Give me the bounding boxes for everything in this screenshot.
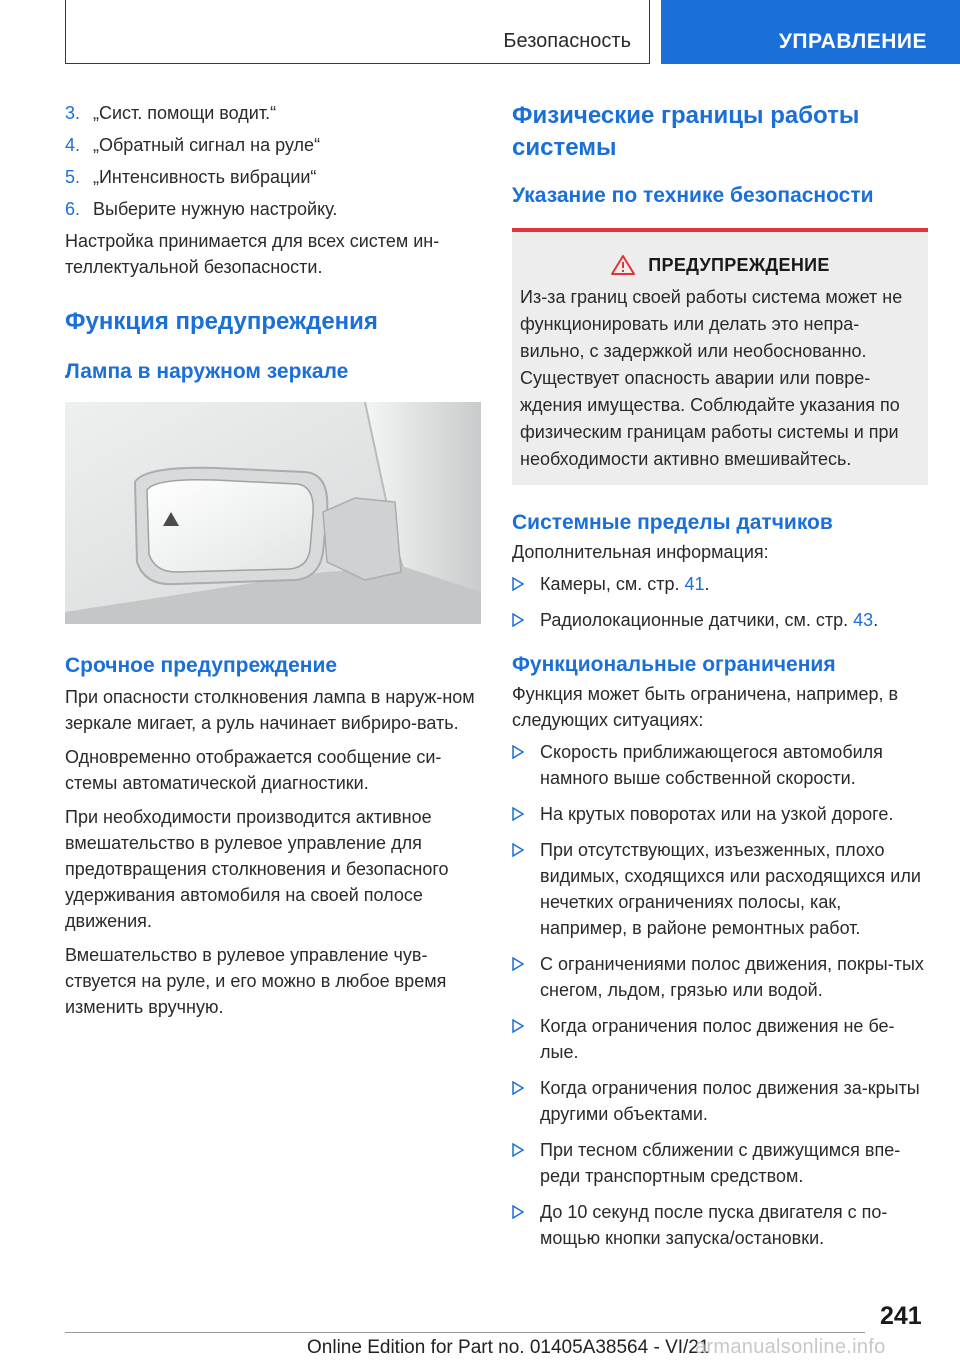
left-column	[65, 100, 481, 1020]
item-text: Камеры, см. стр.	[540, 574, 685, 594]
triangle-bullet-icon	[512, 745, 524, 759]
paragraph: Одновременно отображается сообщение си‐стемы автоматической диагностики.	[65, 747, 442, 793]
warning-title: ПРЕДУПРЕЖДЕНИЕ	[648, 254, 830, 275]
step-text: „Обратный сигнал на руле“	[93, 135, 321, 155]
list-item	[65, 132, 481, 158]
list-item	[512, 801, 928, 827]
footer-divider	[65, 1332, 865, 1333]
step-number: 4.	[65, 135, 81, 155]
list-item	[512, 1137, 928, 1189]
page-link-radar[interactable]: 43	[853, 610, 874, 630]
triangle-bullet-icon	[512, 1081, 524, 1095]
paragraph: Вмешательство в рулевое управление чув‐ствуется на руле, и его можно в любое время изменить вручную.	[65, 945, 447, 1017]
item-text: Радиолокационные датчики, см. стр.	[540, 610, 854, 630]
func-intro: Функция может быть ограничена, например, в следующих ситуациях:	[512, 684, 899, 730]
triangle-bullet-icon	[512, 1205, 524, 1219]
mirror-image	[65, 402, 481, 624]
triangle-bullet-icon	[512, 613, 524, 627]
triangle-bullet-icon	[512, 577, 524, 591]
paragraph: При необходимости производится активное вмешательство в рулевое управление для предотвращения столкновения и безопасного удерживания автомобиля на своей полосе движения.	[65, 807, 449, 931]
item-suffix: .	[704, 574, 710, 594]
item-text: Когда ограничения полос движения не бе‐лые.	[540, 1016, 895, 1062]
sensors-intro: Дополнительная информация:	[512, 542, 769, 562]
triangle-bullet-icon	[512, 807, 524, 821]
watermark: armanualsonline.info	[695, 1336, 886, 1358]
list-item	[65, 196, 481, 222]
item-text: Когда ограничения полос движения за‐крыты другими объектами.	[540, 1078, 920, 1124]
paragraph: При опасности столкновения лампа в наруж‐ном зеркале мигает, а руль начинает вибриро‐вать.	[65, 687, 475, 733]
sensor-list	[512, 571, 928, 633]
item-text: Скорость приближающегося автомобиля намного выше собственной скорости.	[540, 742, 883, 788]
heading-warning-function: Функция предупреждения	[65, 308, 378, 335]
list-item	[65, 100, 481, 126]
warning-header	[520, 254, 920, 276]
list-item	[512, 1075, 928, 1127]
chapter-title: УПРАВЛЕНИЕ	[778, 30, 927, 53]
triangle-bullet-icon	[512, 1143, 524, 1157]
warning-box	[512, 228, 928, 485]
list-item	[512, 837, 928, 941]
item-text: При отсутствующих, изъезженных, плохо видимых, сходящихся или расходящихся или нечетких ограничениях полосы, как, например, в районе ремонтных работ.	[540, 840, 921, 938]
triangle-bullet-icon	[512, 843, 524, 857]
step-text: Выберите нужную настройку.	[93, 199, 338, 219]
heading-safety-note: Указание по технике безопасности	[512, 184, 874, 207]
heading-sensor-limits: Системные пределы датчиков	[512, 511, 833, 534]
item-suffix: .	[873, 610, 879, 630]
item-text: С ограничениями полос движения, покры‐тых снегом, льдом, грязью или водой.	[540, 954, 924, 1000]
section-title: Безопасность	[503, 30, 631, 52]
footer-edition: Online Edition for Part no. 01405A38564 - VI/21	[307, 1337, 710, 1358]
step-number: 3.	[65, 103, 81, 123]
steps-list	[65, 100, 481, 222]
list-item	[65, 164, 481, 190]
item-text: При тесном сближении с движущимся впе‐реди транспортным средством.	[540, 1140, 901, 1186]
heading-mirror-lamp: Лампа в наружном зеркале	[65, 360, 349, 383]
page-link-cameras[interactable]: 41	[684, 574, 705, 594]
heading-urgent-warning: Срочное предупреждение	[65, 654, 338, 677]
triangle-bullet-icon	[512, 1019, 524, 1033]
list-item	[512, 1199, 928, 1251]
heading-physical-limits: Физические границы работы системы	[512, 102, 860, 161]
header-chapter-tab	[661, 0, 960, 64]
list-item	[512, 951, 928, 1003]
list-item	[512, 607, 928, 633]
mirror-illustration	[65, 402, 481, 624]
warning-triangle-icon	[610, 254, 636, 276]
warning-text: Из-за границ своей работы система может не функционировать или делать это непра‐вильно, с задержкой или необоснованно. Существует опасность аварии или повре‐ждения имущества. Соблюдайте указания по физическим границам работы системы и при необходимости активно вмешивайтесь.	[520, 287, 903, 469]
step-number: 5.	[65, 167, 81, 187]
step-number: 6.	[65, 199, 81, 219]
page-number: 241	[880, 1302, 922, 1330]
heading-functional-limits: Функциональные ограничения	[512, 653, 836, 676]
item-text: До 10 секунд после пуска двигателя с по‐мощью кнопки запуска/остановки.	[540, 1202, 888, 1248]
intro-paragraph: Настройка принимается для всех систем ин‐теллектуальной безопасности.	[65, 231, 440, 277]
step-text: „Интенсивность вибрации“	[93, 167, 317, 187]
header-section-tab	[65, 0, 650, 64]
list-item	[512, 739, 928, 791]
list-item	[512, 1013, 928, 1065]
right-column	[512, 100, 928, 1261]
step-text: „Сист. помощи водит.“	[93, 103, 277, 123]
triangle-bullet-icon	[512, 957, 524, 971]
list-item	[512, 571, 928, 597]
item-text: На крутых поворотах или на узкой дороге.	[540, 804, 894, 824]
limitations-list	[512, 739, 928, 1251]
